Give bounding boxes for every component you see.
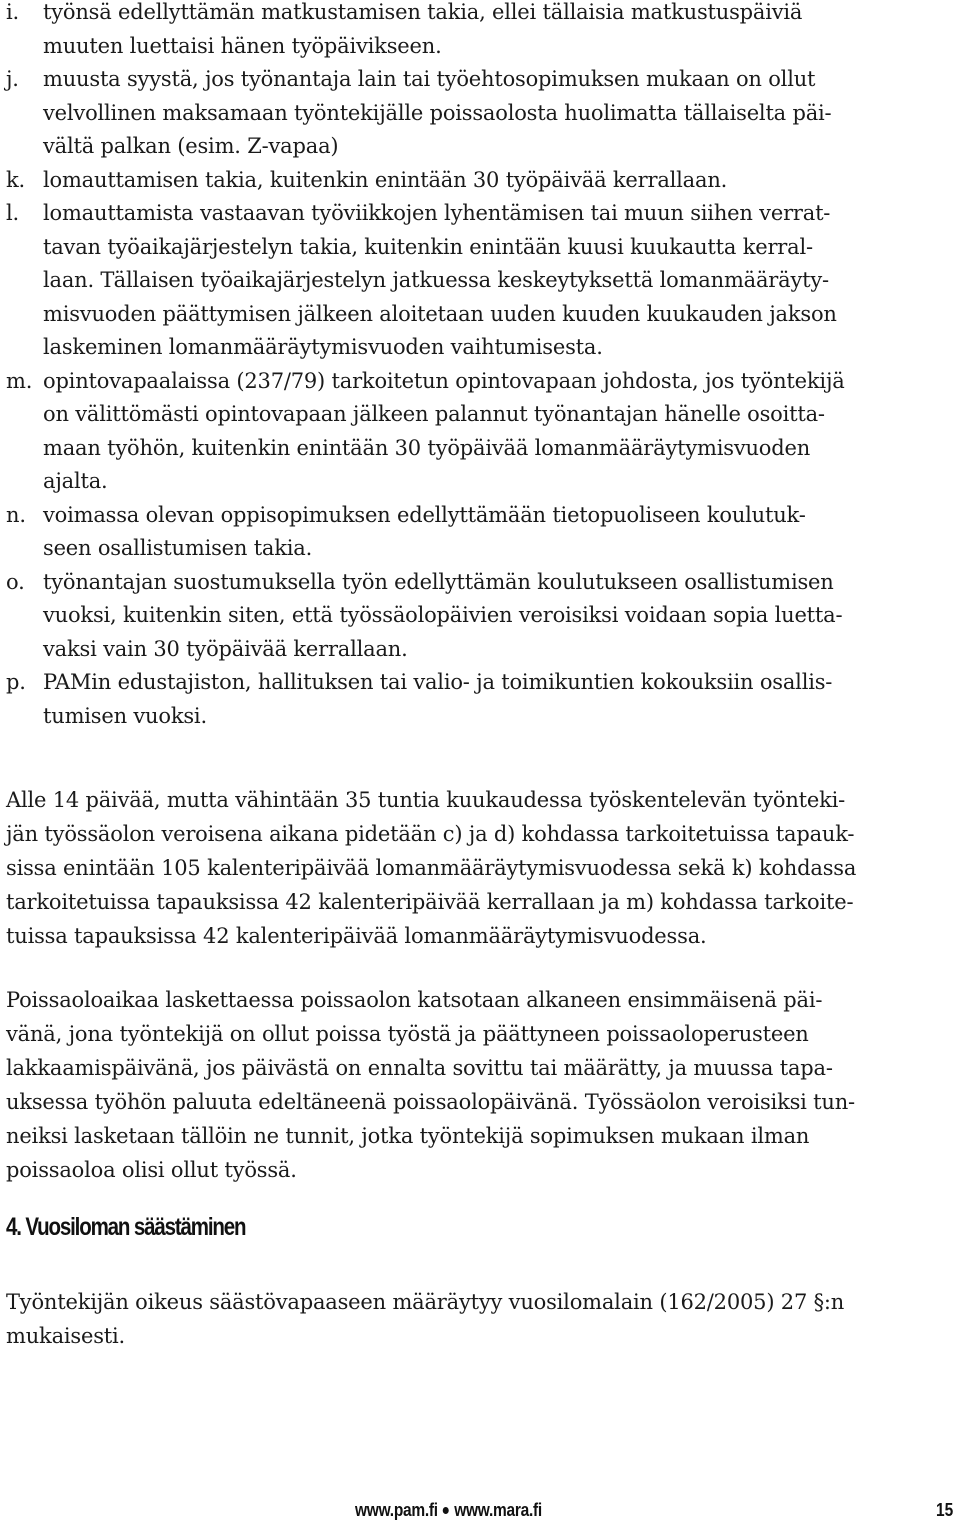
list-item-p (6, 666, 956, 733)
list-item-text: työnsä edellyttämän matkustamisen takia, ellei tällaisia matkustuspäiviä muuten luettaisi hänen työpäivikseen. (43, 0, 803, 58)
list-item-o (6, 566, 956, 667)
list-marker: m. (6, 368, 33, 393)
list-item-text: lomauttamista vastaavan työviikkojen lyhentämisen tai muun siihen verrat- tavan työaikajärjestelyn takia, kuitenkin enintään kuusi kuukautta kerral- laan. Tällaisen työaikajärjestelyn jatkuessa keskeytyksettä lomanmääräyty- misvuoden päättymisen jälkeen aloitetaan uuden kuuden kuukauden jakson laskeminen lomanmääräytymisvuoden vaihtumisesta. (43, 201, 837, 359)
footer-links (355, 1500, 542, 1521)
list-marker: j. (6, 67, 19, 91)
list-item-k (6, 164, 956, 198)
list-item-text: lomauttamisen takia, kuitenkin enintään 30 työpäivää kerrallaan. (43, 167, 728, 192)
list-item-l (6, 197, 956, 365)
list-item-m (6, 365, 956, 499)
list-marker: o. (6, 569, 25, 594)
absence-reasons-list (6, 0, 956, 733)
list-item-text: opintovapaalaissa (237/79) tarkoitetun opintovapaan johdosta, jos työntekijä on välittömästi opintovapaan jälkeen palannut työnantajan hänelle osoitta- maan työhön, kuitenkin enintään 30 työpäivää lomanmääräytymisvuoden ajalta. (43, 368, 845, 493)
list-marker: k. (6, 167, 26, 192)
list-item-text: työnantajan suostumuksella työn edellyttämän koulutukseen osallistumisen vuoksi, kuitenkin siten, että työssäolopäivien veroisiksi voidaan sopia luetta- vaksi vain 30 työpäivää kerrallaan. (43, 569, 843, 661)
page-number: 15 (936, 1500, 954, 1520)
list-marker: n. (6, 502, 26, 527)
paragraph-under-14-days: Alle 14 päivää, mutta vähintään 35 tuntia kuukaudessa työskentelevän työnteki- jän työssäolon veroisena aikana pidetään c) ja d) kohdassa tarkoitetuissa tapauk- sissa enintään 105 kalenteripäivää lomanmääräytymisvuodessa sekä k) kohdassa tarkoitetuissa tapauksissa 42 kalenteripäivää kerrallaan ja m) kohdassa tarkoite- tuissa tapauksissa 42 kalenteripäivää lomanmääräytymisvuodessa. (6, 788, 857, 948)
list-marker: i. (6, 0, 19, 24)
list-item-i (6, 0, 956, 63)
list-marker: p. (6, 670, 26, 694)
footer-link-mara[interactable]: www.mara.fi (454, 1500, 542, 1520)
paragraph-absence-calculation: Poissaoloaikaa laskettaessa poissaolon katsotaan alkaneen ensimmäisenä päi- vänä, jona työntekijä on ollut poissa työstä ja päättyneen poissaoloperusteen lakkaamispäivänä, jos päivästä on ennalta sovittu tai määrätty, ja muussa tapa- uksessa työhön paluuta edeltäneenä poissaolopäivänä. Työssäolon veroisiksi tun- neiksi lasketaan tällöin ne tunnit, jotka työntekijä sopimuksen mukaan ilman poissaoloa olisi ollut työssä. (6, 988, 855, 1182)
list-item-n (6, 499, 956, 566)
bullet-dot-icon (443, 1507, 449, 1514)
list-marker: l. (6, 201, 19, 225)
list-item-text: PAMin edustajiston, hallituksen tai valio- ja toimikuntien kokouksiin osallis- tumisen vuoksi. (43, 670, 833, 728)
paragraph-saving-right: Työntekijän oikeus säästövapaaseen määräytyy vuosilomalain (162/2005) 27 §:n mukaisesti. (6, 1290, 845, 1348)
list-item-text: voimassa olevan oppisopimuksen edellyttämään tietopuoliseen koulutuk- seen osallistumisen takia. (43, 502, 806, 560)
list-item-j (6, 63, 956, 164)
section-heading: 4. Vuosiloman säästäminen (6, 1213, 246, 1241)
list-item-text: muusta syystä, jos työnantaja lain tai työehtosopimuksen mukaan on ollut velvollinen maksamaan työntekijälle poissaolosta huolimatta tällaiselta päi- vältä palkan (esim. Z-vapaa) (43, 67, 832, 158)
footer-link-pam[interactable]: www.pam.fi (355, 1500, 438, 1520)
